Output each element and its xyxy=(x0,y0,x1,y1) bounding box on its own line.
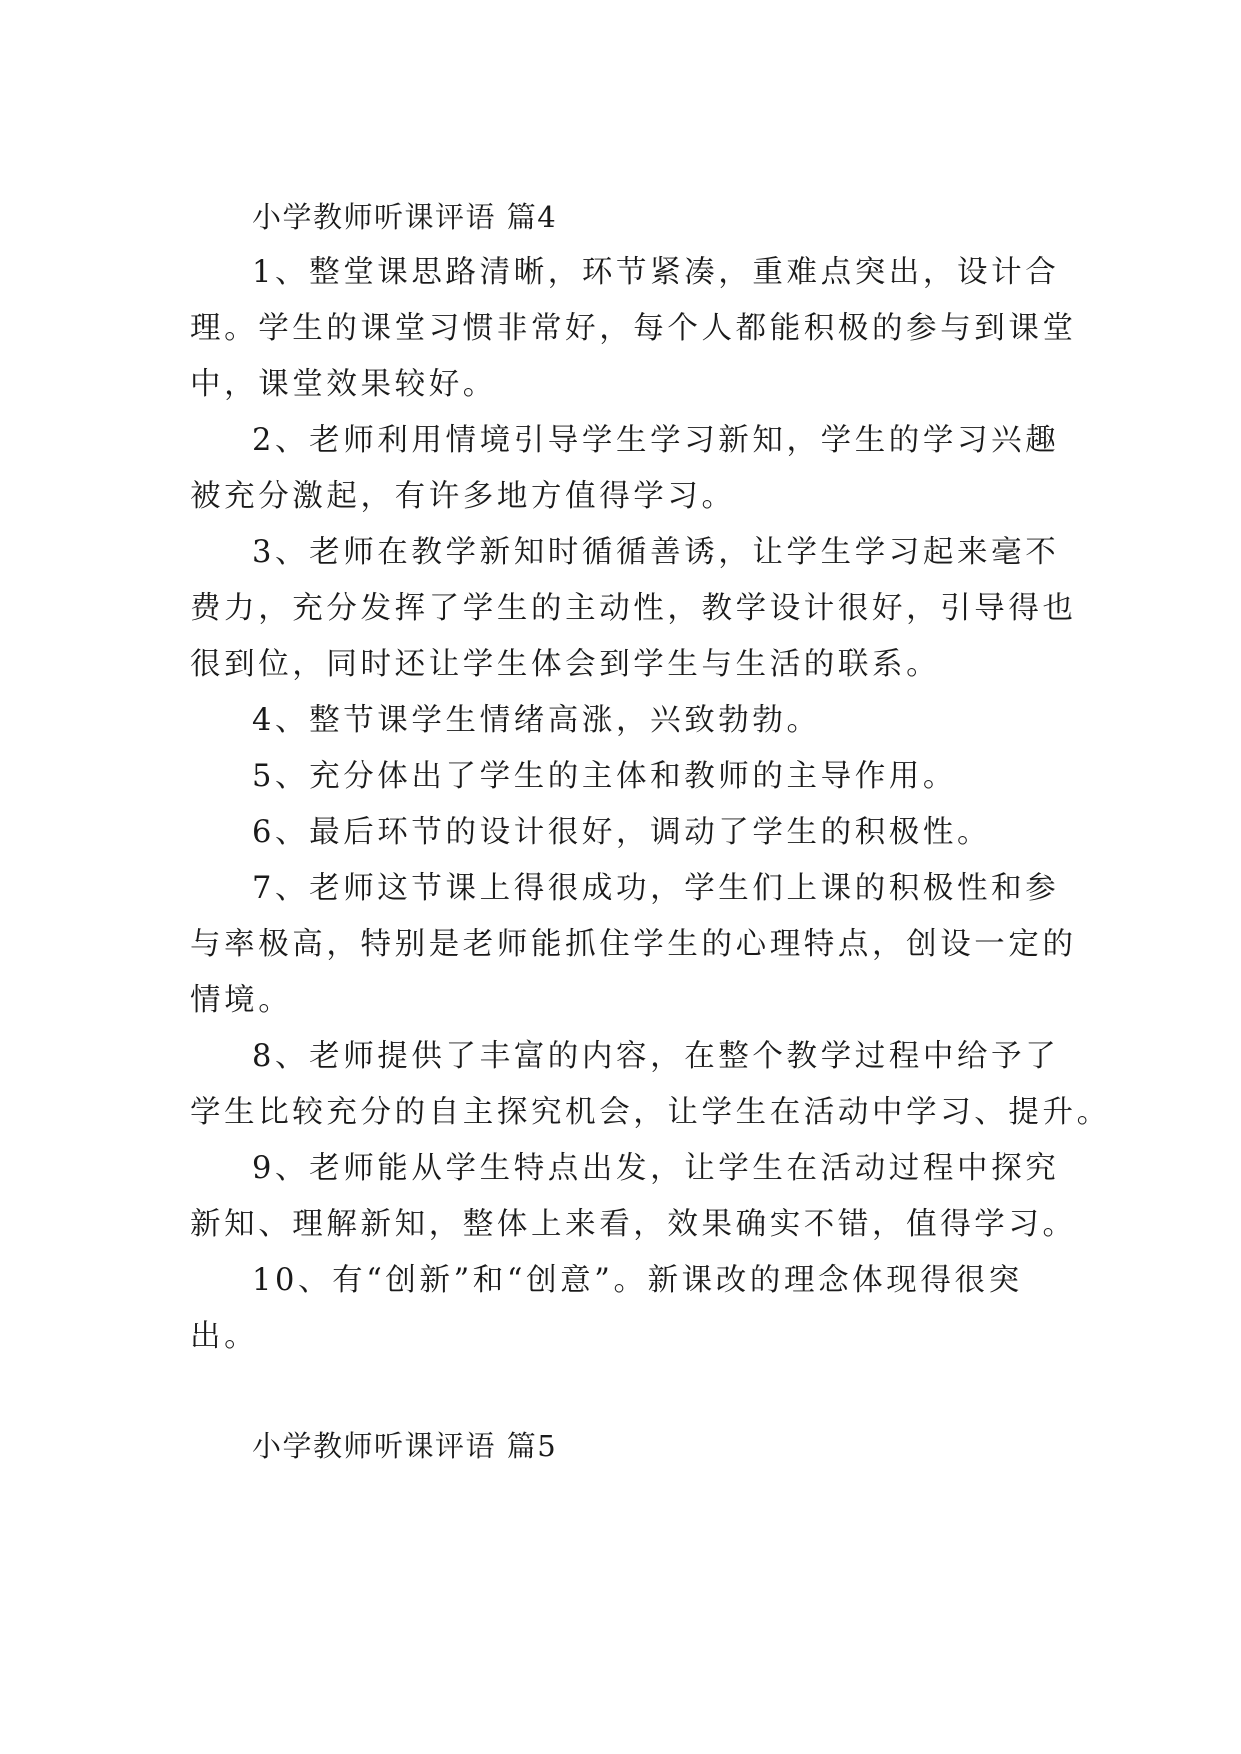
paragraph-line: 中，课堂效果较好。 xyxy=(190,367,497,402)
paragraph-line: 9、老师能从学生特点出发，让学生在活动过程中探究 xyxy=(252,1151,1060,1186)
section-heading: 小学教师听课评语 篇4 xyxy=(252,200,558,234)
paragraph-line: 5、充分体出了学生的主体和教师的主导作用。 xyxy=(252,759,958,794)
paragraph-line: 新知、理解新知，整体上来看，效果确实不错，值得学习。 xyxy=(190,1207,1077,1242)
paragraph-line: 被充分激起，有许多地方值得学习。 xyxy=(190,479,736,514)
paragraph-line: 2、老师利用情境引导学生学习新知，学生的学习兴趣 xyxy=(252,423,1060,458)
paragraph-line: 7、老师这节课上得很成功，学生们上课的积极性和参 xyxy=(252,871,1060,906)
paragraph-line: 1、整堂课思路清晰，环节紧凑，重难点突出，设计合 xyxy=(252,255,1060,290)
paragraph-line: 3、老师在教学新知时循循善诱，让学生学习起来毫不 xyxy=(252,535,1060,570)
paragraph-line: 学生比较充分的自主探究机会，让学生在活动中学习、提升。 xyxy=(190,1095,1111,1130)
paragraph-line: 理。学生的课堂习惯非常好，每个人都能积极的参与到课堂 xyxy=(190,311,1077,346)
section-heading: 小学教师听课评语 篇5 xyxy=(252,1429,558,1463)
paragraph-line: 情境。 xyxy=(190,983,293,1018)
paragraph-line: 出。 xyxy=(190,1319,259,1354)
paragraph-line: 8、老师提供了丰富的内容，在整个教学过程中给予了 xyxy=(252,1039,1060,1074)
paragraph-line: 很到位，同时还让学生体会到学生与生活的联系。 xyxy=(190,647,941,682)
paragraph-line: 6、最后环节的设计很好，调动了学生的积极性。 xyxy=(252,815,992,850)
paragraph-line: 与率极高，特别是老师能抓住学生的心理特点，创设一定的 xyxy=(190,927,1077,962)
paragraph-line: 费力，充分发挥了学生的主动性，教学设计很好，引导得也 xyxy=(190,591,1077,626)
paragraph-line: 4、整节课学生情绪高涨，兴致勃勃。 xyxy=(252,703,821,738)
paragraph-line: 10、有“创新”和“创意”。新课改的理念体现得很突 xyxy=(252,1263,1023,1298)
